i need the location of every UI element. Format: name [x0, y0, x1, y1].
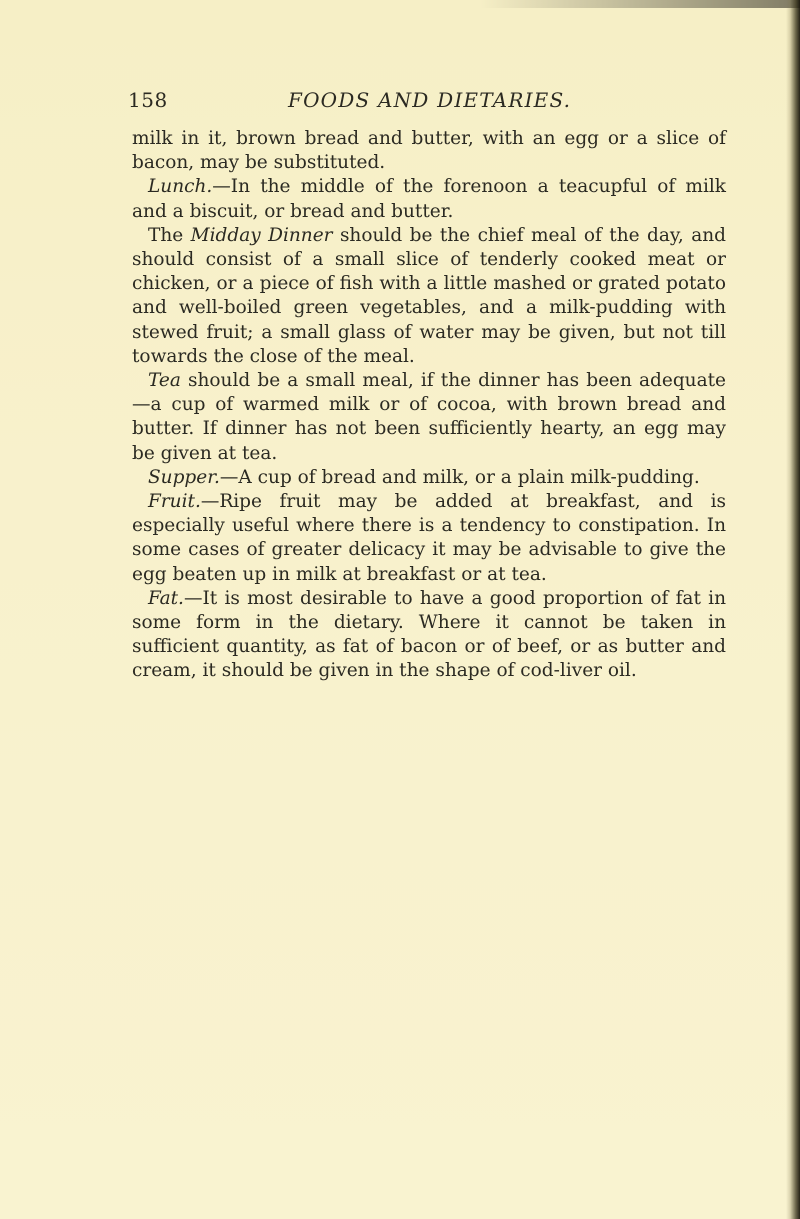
paragraph-tea: [132, 369, 726, 466]
running-head: [128, 86, 688, 114]
paragraph-text: —It is most desirable to have a good proportion of fat in some form in the dietary. Where it cannot be taken in sufficient quantity, as fat of bacon or of beef, or as butter and cream, it should be given in the shape of cod-liver oil.: [132, 587, 726, 682]
page-number: 158: [128, 88, 168, 112]
paragraph-lead: Fruit.: [148, 491, 201, 513]
paragraph-lead: Fat.: [148, 587, 184, 609]
body-text: [132, 127, 726, 684]
page-heading: FOODS AND DIETARIES.: [288, 88, 572, 112]
paragraph-lead: Supper.: [148, 466, 220, 488]
paragraph-text: should be a small meal, if the dinner has been adequate—a cup of warmed milk or of cocoa, with brown bread and butter. If dinner has not been sufficiently hearty, an egg may be given at tea.: [132, 370, 726, 464]
paragraph-lead: Midday Dinner: [190, 224, 333, 246]
paragraph-lead: Lunch.: [148, 176, 213, 198]
paragraph-supper: [132, 466, 726, 490]
top-edge-shadow: [0, 0, 800, 8]
paragraph-pre: The: [148, 224, 191, 246]
paragraph-lead: Tea: [148, 370, 181, 392]
paragraph-midday-dinner: [132, 224, 726, 369]
paragraph-continuation: [132, 127, 726, 175]
paragraph-text: —In the middle of the forenoon a teacupful of milk and a biscuit, or bread and butter.: [132, 176, 726, 222]
paragraph-fruit: [132, 490, 726, 587]
paragraph-text: should be the chief meal of the day, and should consist of a small slice of tenderly cooked meat or chicken, or a piece of fish with a little mashed or grated potato and well-boiled green vegetables, and a milk-pudding with stewed fruit; a small glass of water may be given, but not till towards the close of the meal.: [132, 224, 726, 367]
paragraph-text: —A cup of bread and milk, or a plain milk-pudding.: [219, 466, 700, 488]
paragraph-fat: [132, 587, 726, 684]
paragraph-text: milk in it, brown bread and butter, with an egg or a slice of bacon, may be substituted.: [132, 128, 726, 174]
paragraph-text: —Ripe fruit may be added at breakfast, and is especially useful where there is a tendency to constipation. In some cases of greater delicacy it may be advisable to give the egg beaten up in milk at breakfast or at tea.: [132, 491, 726, 585]
paragraph-lunch: [132, 175, 726, 223]
page-edge-shadow: [786, 0, 800, 1219]
